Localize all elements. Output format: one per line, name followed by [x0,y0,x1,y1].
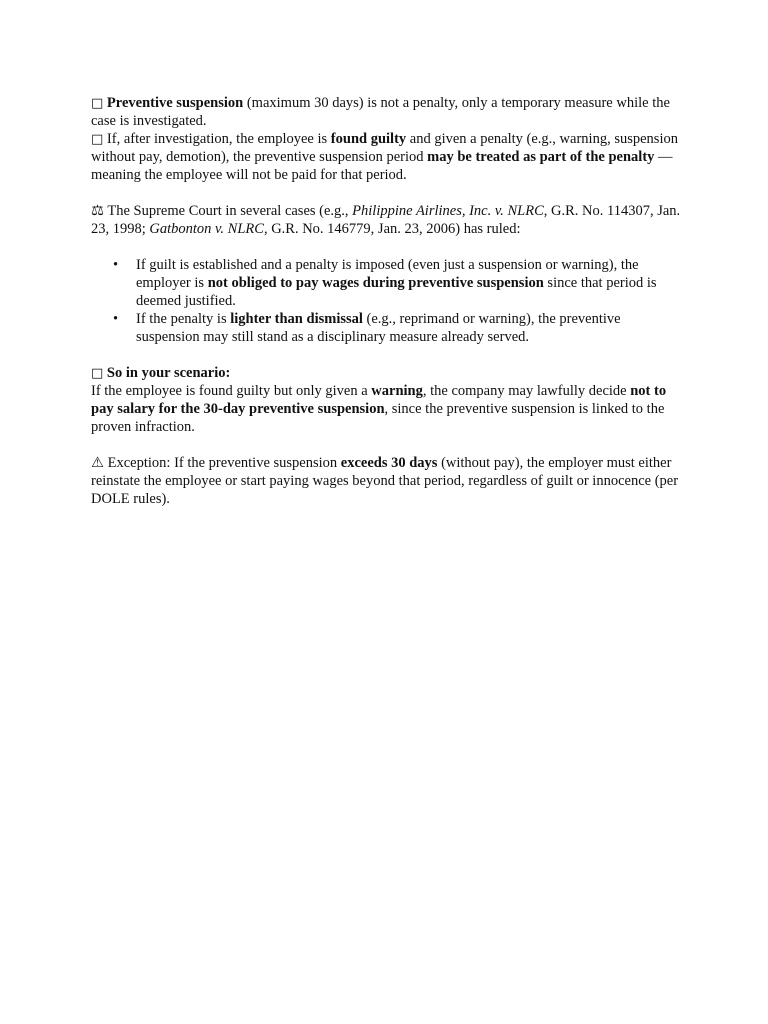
body-text: , the company may lawfully decide [422,383,631,399]
pin-icon: □ [91,96,104,111]
bold-text: found guilty [330,131,407,147]
bold-text: Preventive suspension [106,95,244,111]
body-text: If guilt is established and a penalty is imposed (even just a suspension or warning), the employer is [136,257,639,291]
body-text: The Supreme Court in several cases (e.g., [104,203,353,219]
body-text: and given a penalty (e.g., warning, suspension without pay, demotion), the preventive suspension period [91,131,678,165]
scenario-paragraph [91,382,683,436]
body-text: (maximum 30 days) is not a penalty, only a temporary measure while the case is investigated. [91,95,670,129]
document-body [91,94,683,508]
bold-text: lighter than dismissal [230,311,363,327]
preventive-suspension-paragraph [91,94,683,130]
bold-text: exceeds 30 days [340,455,438,471]
body-text: Exception: If the preventive suspension [104,455,341,471]
paragraph-spacer [91,184,683,202]
body-text: , G.R. No. 114307, Jan. 23, 1998; [91,203,681,237]
body-text: , G.R. No. 146779, Jan. 23, 2006) has ruled: [263,221,521,237]
found-guilty-paragraph [91,130,683,184]
list-item [113,256,683,310]
case-citation: Gatbonton v. NLRC [149,221,264,237]
bold-text: not to pay salary for the 30-day preventive suspension [91,383,667,417]
supreme-court-paragraph [91,202,683,238]
case-citation: Philippine Airlines, Inc. v. NLRC [352,203,544,219]
bold-text: not obliged to pay wages during preventive suspension [207,275,544,291]
bullet-icon: • [113,311,119,327]
body-text: If the penalty is [136,311,231,327]
body-text: If, after investigation, the employee is [103,131,331,147]
exception-paragraph [91,454,683,508]
body-text: , since the preventive suspension is linked to the proven infraction. [91,401,665,435]
bold-text: may be treated as part of the penalty [427,149,655,165]
scales-icon: ⚖ [91,203,104,219]
section-heading: So in your scenario: [103,365,231,381]
body-text: since that period is deemed justified. [136,275,657,309]
list-item [113,310,683,346]
check-icon: □ [91,132,104,147]
warning-icon: ⚠ [91,455,104,471]
pointer-icon: □ [91,366,104,381]
paragraph-spacer [91,238,683,256]
scenario-heading [91,364,683,382]
bold-text: warning [371,383,423,399]
body-text: (e.g., reprimand or warning), the preventive suspension may still stand as a disciplinary measure already served. [136,311,621,345]
rulings-list [91,256,683,346]
body-text: (without pay), the employer must either reinstate the employee or start paying wages beyond that period, regardless of guilt or innocence (per DOLE rules). [91,455,679,507]
paragraph-spacer [91,436,683,454]
body-text: If the employee is found guilty but only given a [91,383,372,399]
paragraph-spacer [91,346,683,364]
body-text: — meaning the employee will not be paid for that period. [91,149,673,183]
bullet-icon: • [113,257,119,273]
